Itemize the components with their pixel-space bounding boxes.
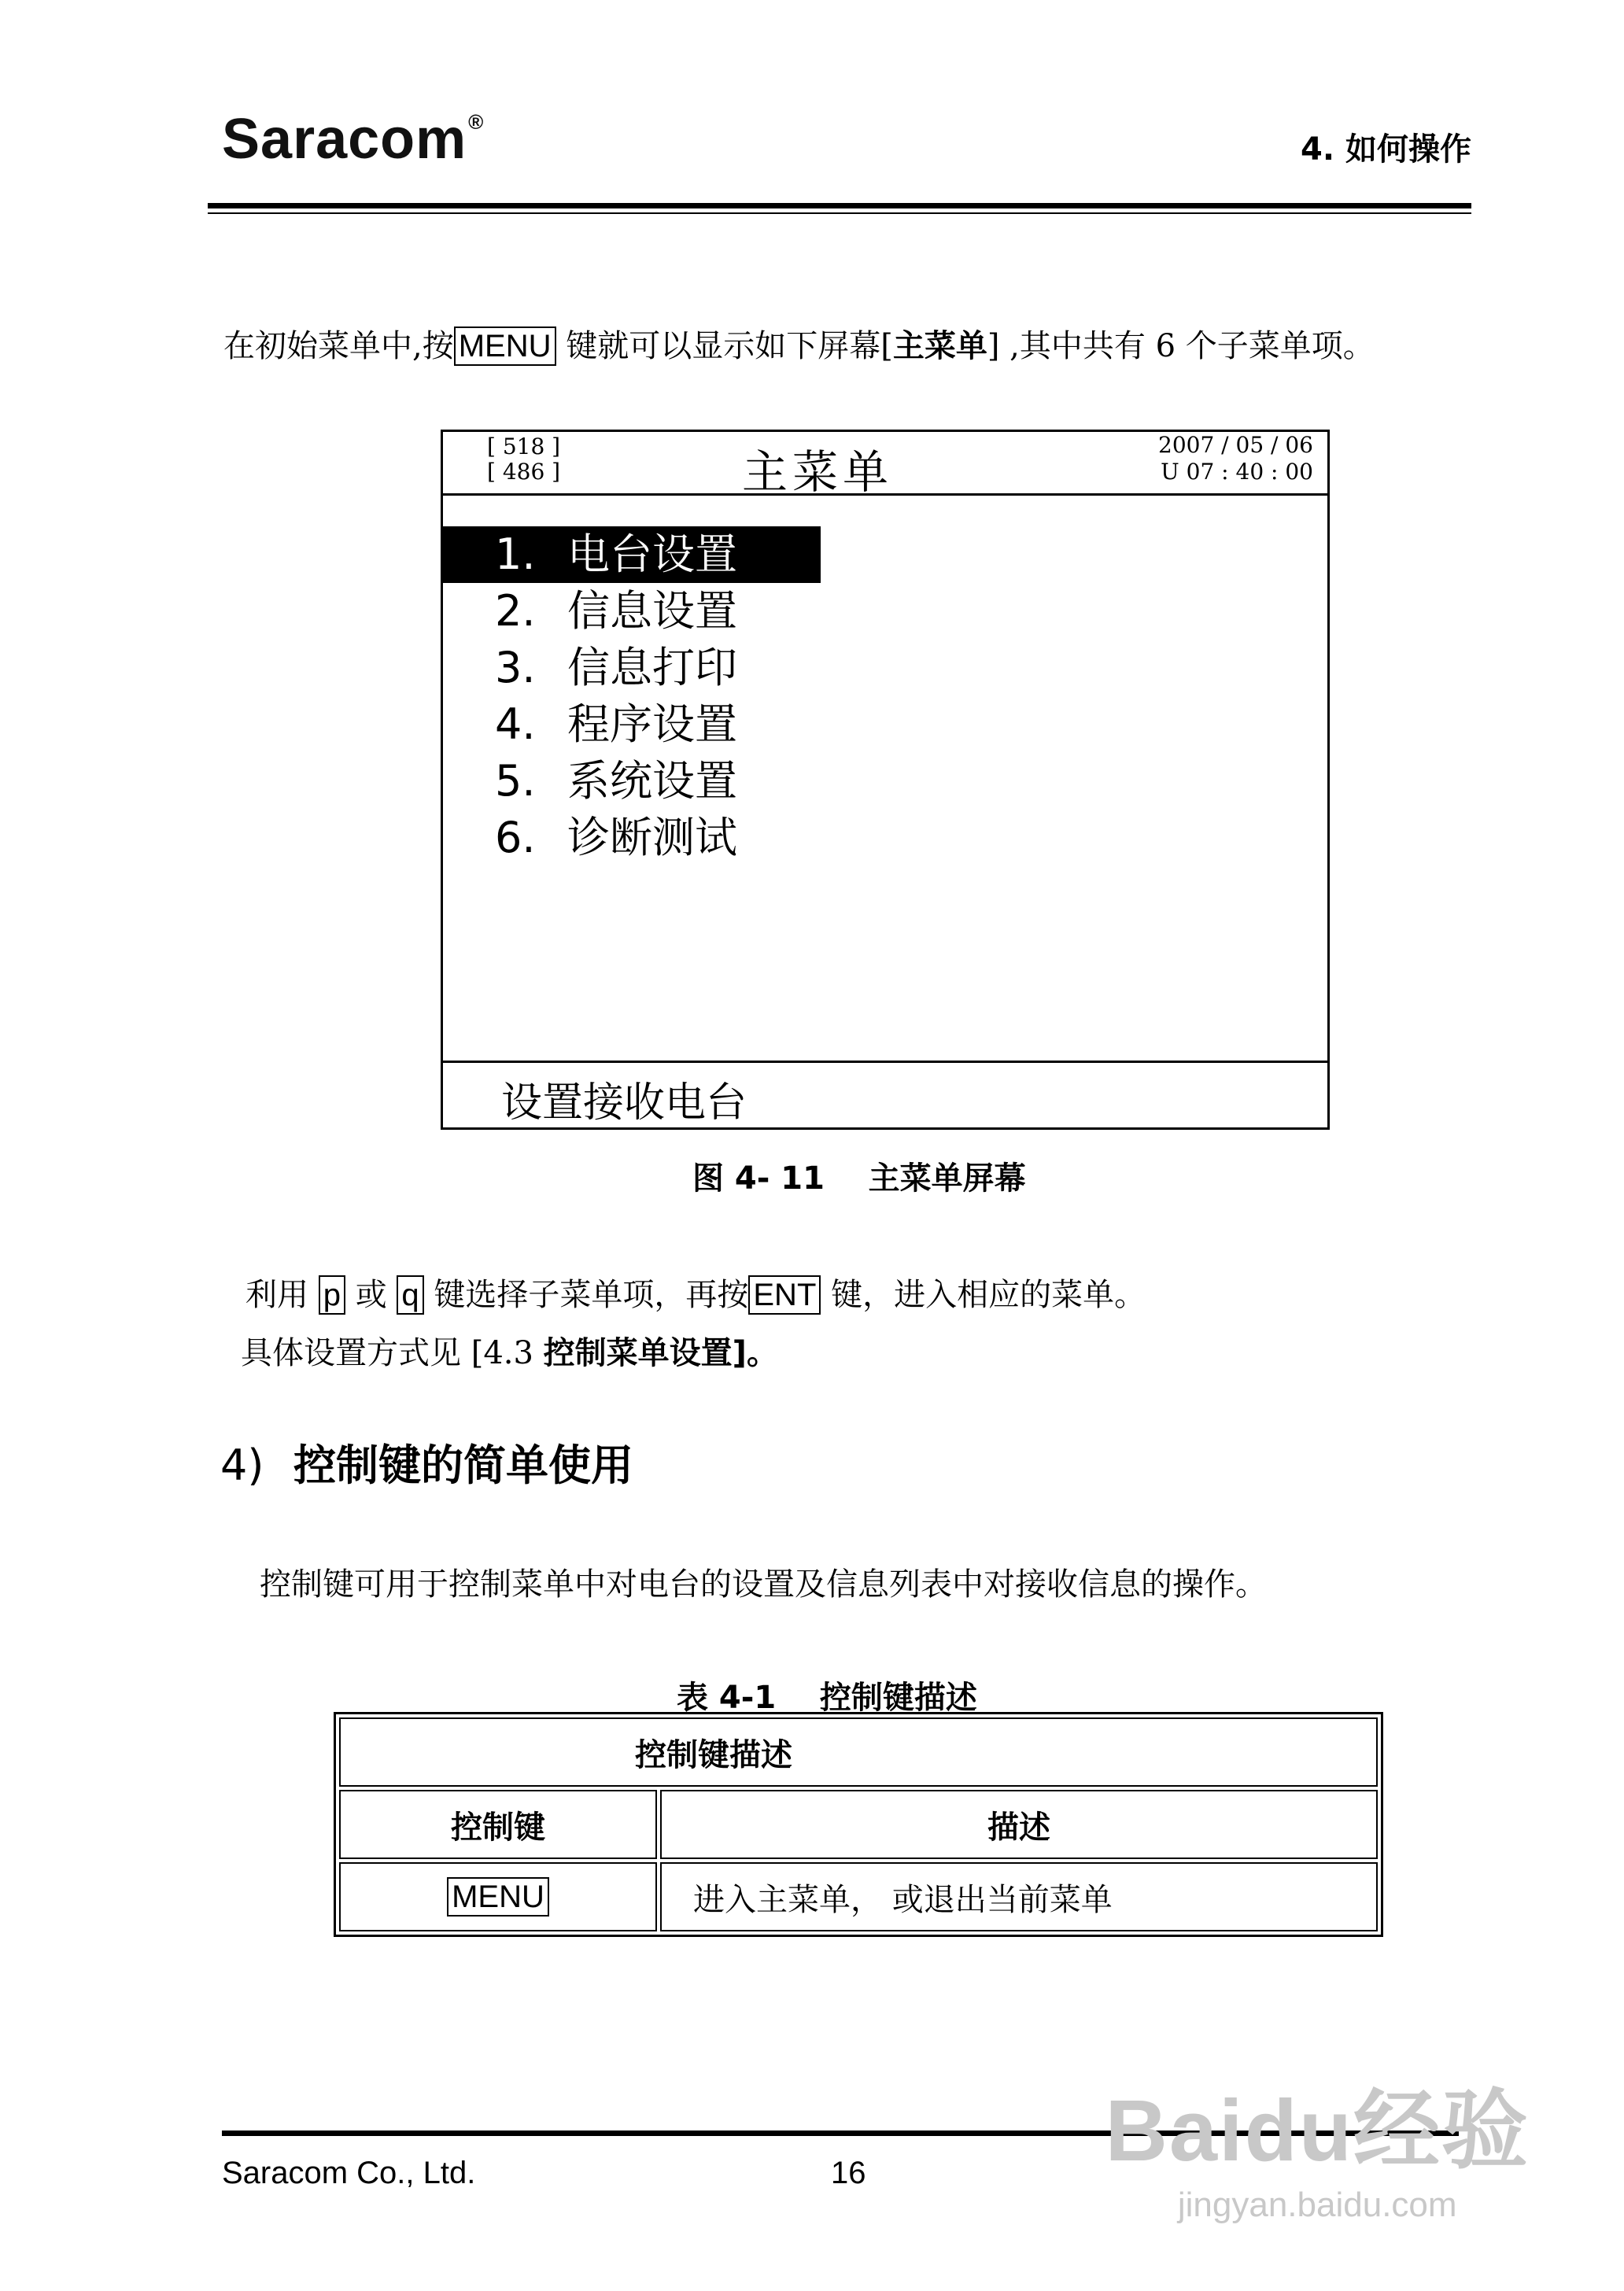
page-number: 16 — [831, 2156, 866, 2190]
main-menu-screen — [441, 430, 1330, 1130]
table-caption: 表 4-1 控制键描述 — [677, 1680, 977, 1716]
header-rule — [208, 203, 1471, 208]
company-logo: Saracom® — [222, 108, 485, 171]
menu-item-1[interactable]: 1. 电台设置 — [443, 526, 821, 583]
baidu-watermark: Baidu经验 jingyan.baidu.com — [1105, 2083, 1530, 2224]
table-title: 控制键描述 — [339, 1717, 1378, 1787]
cell-desc: 进入主菜单， 或退出当前菜单 — [660, 1862, 1378, 1931]
intro-paragraph: 在初始菜单中,按 MENU 键就可以显示如下屏幕[主菜单] ,其中共有 6 个子菜单项。 — [223, 328, 1375, 364]
down-key: q — [397, 1275, 423, 1315]
table-title-row — [339, 1717, 1378, 1787]
menu-item-5[interactable]: 5. 系统设置 — [495, 756, 737, 806]
menu-item-4[interactable]: 4. 程序设置 — [495, 699, 737, 749]
screen-time: U 07 : 40 : 00 — [1161, 459, 1313, 485]
col-header-key: 控制键 — [339, 1790, 657, 1859]
section-heading: 4) 控制键的简单使用 — [220, 1441, 634, 1490]
usage-line-2: 具体设置方式见 [4.3 控制菜单设置]。 — [241, 1335, 778, 1371]
col-header-desc: 描述 — [660, 1790, 1378, 1859]
usage-line-1: 利用 p 或 q 键选择子菜单项，再按 ENT 键，进入相应的菜单。 — [245, 1277, 1146, 1313]
up-key: p — [319, 1275, 345, 1315]
ent-key: ENT — [748, 1275, 821, 1315]
menu-key: MENU — [454, 326, 556, 366]
table-header-row — [339, 1790, 1378, 1859]
screen-header — [443, 432, 1327, 499]
screen-id-bottom: [ 486 ] — [487, 459, 561, 485]
screen-status-bar: 设置接收电台 — [443, 1061, 1327, 1127]
table-row — [339, 1862, 1378, 1931]
section-body: 控制键可用于控制菜单中对电台的设置及信息列表中对接收信息的操作。 — [260, 1566, 1267, 1603]
menu-item-3[interactable]: 3. 信息打印 — [495, 643, 737, 692]
screen-id-top: [ 518 ] — [487, 433, 561, 459]
cell-key: MENU — [339, 1862, 657, 1931]
footer-company: Saracom Co., Ltd. — [222, 2156, 476, 2190]
chapter-title: 4. 如何操作 — [1301, 131, 1471, 168]
control-key-table — [334, 1712, 1383, 1937]
menu-item-2[interactable]: 2. 信息设置 — [495, 586, 737, 636]
screen-name: 主菜单 — [892, 328, 987, 364]
screen-title: 主菜单 — [742, 445, 894, 499]
header-rule-thin — [208, 212, 1471, 214]
figure-caption: 图 4- 11 主菜单屏幕 — [692, 1160, 1026, 1197]
screen-date: 2007 / 05 / 06 — [1158, 432, 1313, 458]
menu-item-6[interactable]: 6. 诊断测试 — [495, 813, 737, 862]
